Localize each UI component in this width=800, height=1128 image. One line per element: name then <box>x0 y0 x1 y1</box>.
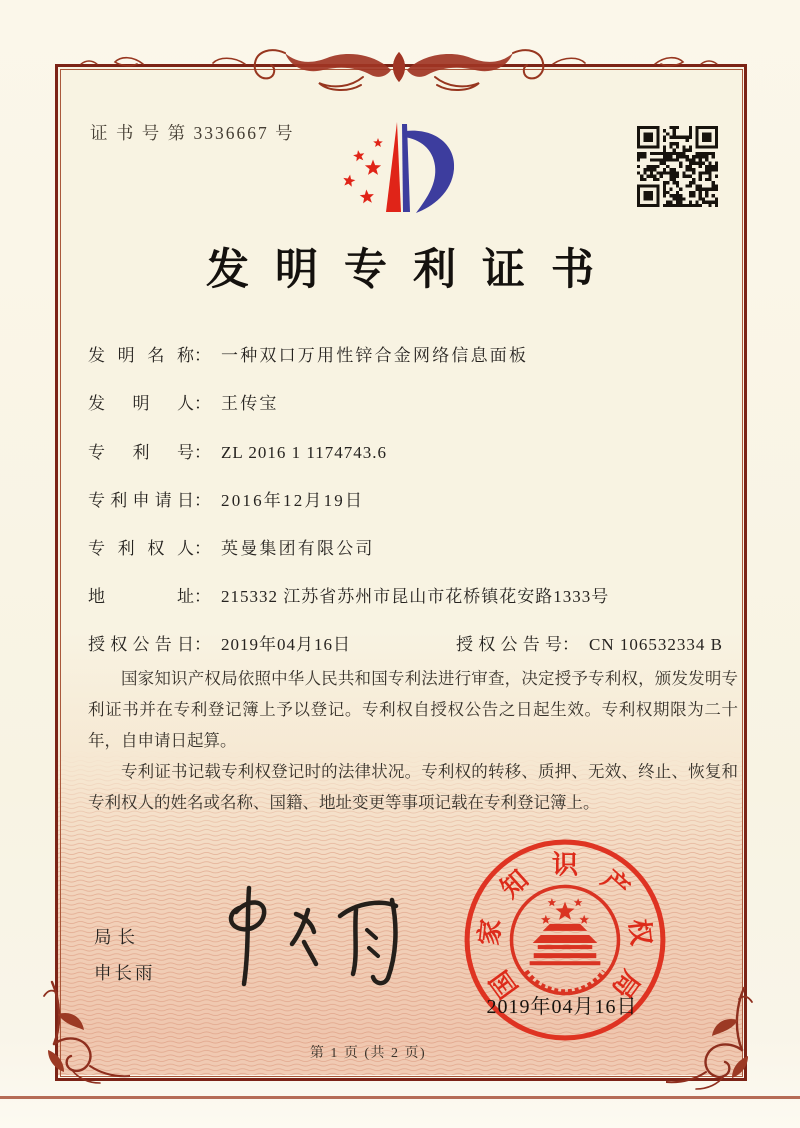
field-value: 王传宝 <box>221 394 279 413</box>
field-label: 专利申请日 <box>88 491 194 510</box>
field-value: ZL 2016 1 1174743.6 <box>221 443 388 462</box>
cnipa-patent-logo-icon <box>330 106 470 228</box>
field-row-address <box>88 582 744 608</box>
field-label: 专利号 <box>88 443 194 462</box>
grant-number-group <box>456 630 723 655</box>
dragon-ornament-icon <box>55 40 743 96</box>
svg-text:权: 权 <box>623 917 656 947</box>
field-row-filing-date <box>88 486 744 512</box>
field-label: 授权公告号 <box>456 635 562 654</box>
national-emblem-icon <box>511 886 618 993</box>
page-margin-bottom <box>0 1100 800 1128</box>
field-label: 发明名称 <box>88 346 194 365</box>
field-label: 专利权人 <box>88 539 194 558</box>
field-value: 英曼集团有限公司 <box>221 539 375 558</box>
handwritten-signature <box>208 880 418 995</box>
field-row-patent-number <box>88 438 744 464</box>
signer-name: 申长雨 <box>94 963 156 983</box>
corner-flourish-icon <box>38 980 130 1088</box>
colon: ： <box>194 346 211 365</box>
corner-flourish-icon <box>666 986 758 1094</box>
field-label: 地址 <box>88 587 194 606</box>
field-row-grant-date <box>88 630 744 656</box>
legal-text <box>88 663 738 818</box>
colon: ： <box>194 394 211 413</box>
svg-text:国: 国 <box>484 965 524 1004</box>
field-value: 2016年12月19日 <box>221 491 365 510</box>
signer-title: 局长 <box>94 927 141 947</box>
colon: ： <box>562 635 579 654</box>
page-number: 第 1 页 (共 2 页) <box>309 1046 427 1061</box>
legal-paragraph: 国家知识产权局依照中华人民共和国专利法进行审查，决定授予专利权，颁发发明专利证书并在专利登记簿上予以登记。专利权自授权公告之日起生效。专利权期限为二十年，自申请日起算。 <box>88 669 738 750</box>
field-row-patentee <box>88 534 744 560</box>
field-label: 发明人 <box>88 394 194 413</box>
colon: ： <box>194 491 211 510</box>
colon: ： <box>194 635 211 654</box>
page-edge-line <box>0 1096 800 1099</box>
colon: ： <box>194 443 211 462</box>
svg-text:局: 局 <box>606 965 646 1004</box>
field-label: 授权公告日 <box>88 635 194 654</box>
field-value: 2019年04月16日 <box>221 635 351 654</box>
svg-text:知: 知 <box>495 864 535 904</box>
field-row-invention-name <box>88 341 744 367</box>
svg-text:产: 产 <box>595 864 635 904</box>
seal-date: 2019年04月16日 <box>486 996 638 1018</box>
field-value: 215332 江苏省苏州市昆山市花桥镇花安路1333号 <box>221 587 610 606</box>
legal-paragraph: 专利证书记载专利权登记时的法律状况。专利权的转移、质押、无效、终止、恢复和专利权人的姓名或名称、国籍、地址变更等事项记载在专利登记簿上。 <box>88 762 738 812</box>
qr-code <box>637 126 718 207</box>
svg-text:识: 识 <box>551 850 579 880</box>
field-row-inventor <box>88 389 744 415</box>
svg-text:家: 家 <box>474 917 507 947</box>
field-value: 一种双口万用性锌合金网络信息面板 <box>221 346 529 365</box>
field-value: CN 106532334 B <box>589 635 723 654</box>
colon: ： <box>194 539 211 558</box>
certificate-number: 证 书 号 第 3336667 号 <box>90 123 295 143</box>
certificate-title: 发明专利证书 <box>206 247 620 294</box>
colon: ： <box>194 587 211 606</box>
